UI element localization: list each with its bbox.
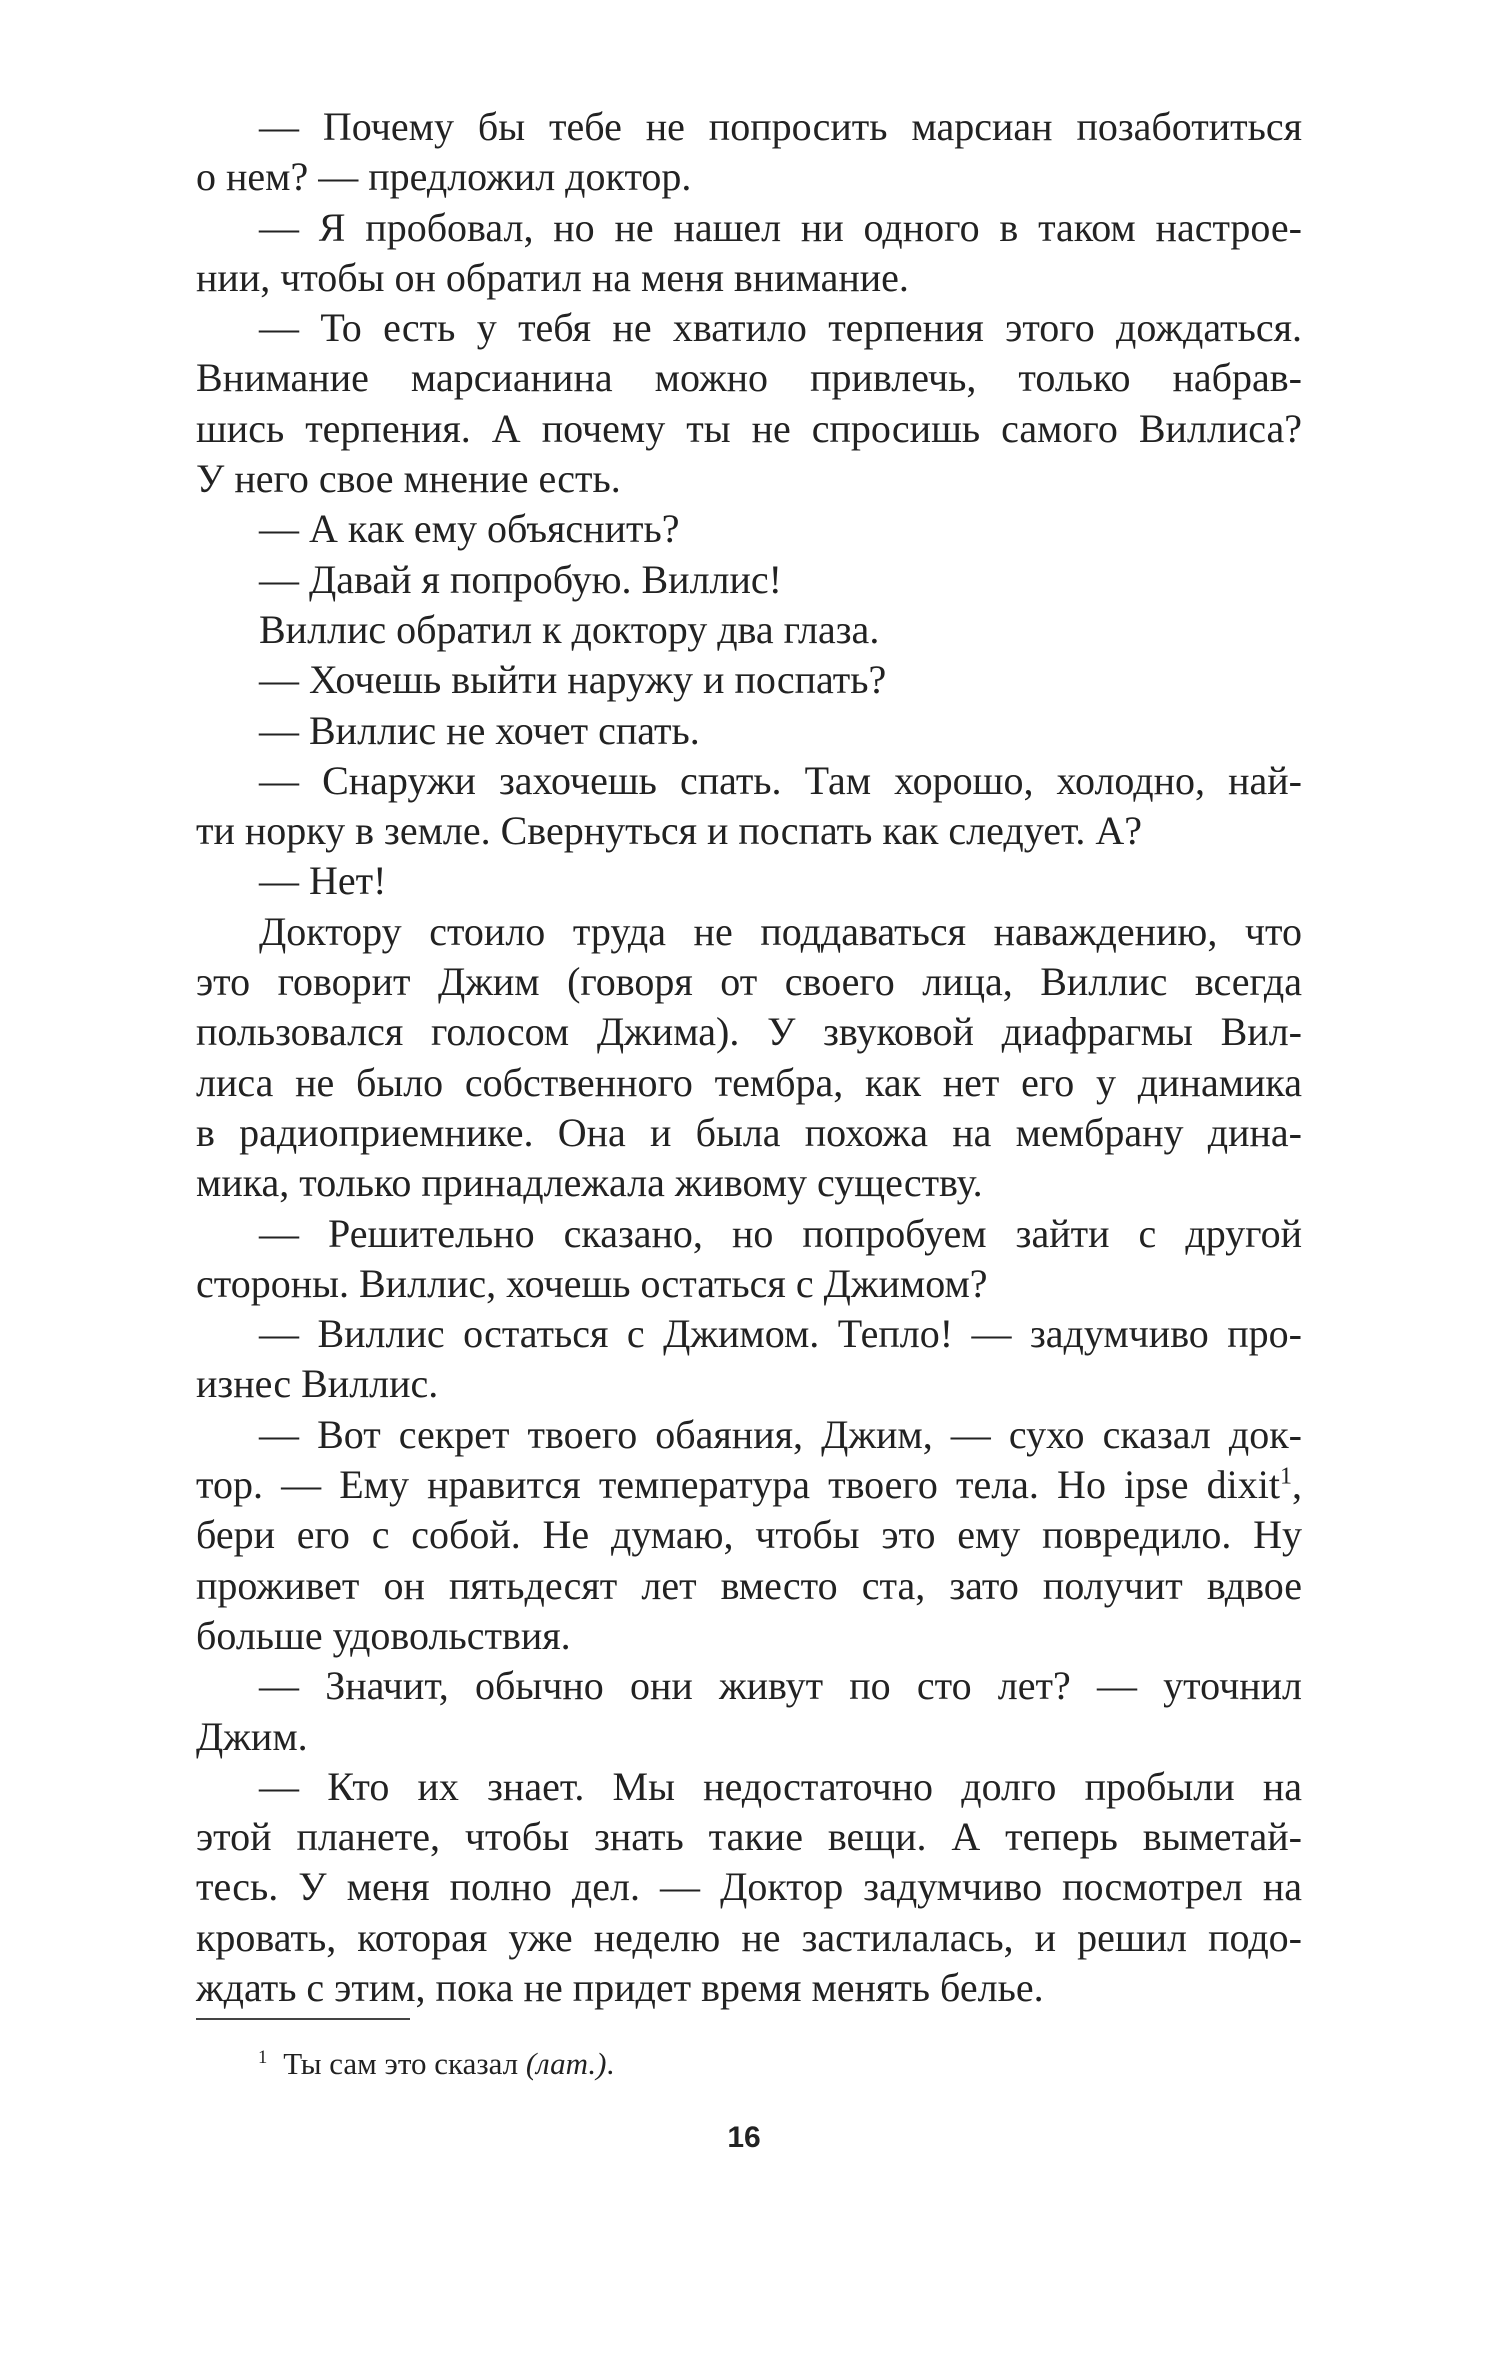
text-line [196,203,1302,253]
text-line [196,1762,1302,1812]
line-text: — То есть у тебя не хватило терпения этого дождаться. [259,305,1302,351]
text-line [196,454,1302,504]
footnote-marker: 1 [258,2046,268,2068]
line-text: — Кто их знает. Мы недостаточно долго пробыли на [259,1763,1302,1809]
text-line [196,1108,1302,1158]
line-text: Виллис обратил к доктору два глаза. [259,606,880,652]
footnote-reference: 1 [1280,1463,1292,1490]
text-line [196,605,1302,655]
text-line [196,1359,1302,1409]
line-text: Доктору стоило труда не поддаваться наваждению, что [259,908,1302,954]
line-text: — Решительно сказано, но попробуем зайти с другой [259,1210,1302,1256]
line-text: ждать с этим, пока не придет время менять белье. [196,1964,1044,2010]
line-text: — Виллис не хочет спать. [259,707,700,753]
text-line [196,1712,1302,1762]
line-text: ти норку в земле. Свернуться и поспать как следует. А? [196,808,1143,854]
text-line [196,655,1302,705]
line-text: изнес Виллис. [196,1361,439,1407]
line-text: — Нет! [259,858,387,904]
text-line [196,907,1302,957]
footnote-text: Ты сам это сказал [283,2046,526,2081]
line-text: проживет он пятьдесят лет вместо ста, зато получит вдвое [196,1562,1302,1608]
line-tail: , [1292,1462,1302,1508]
text-line [196,806,1302,856]
text-line [196,1561,1302,1611]
line-text: шись терпения. А почему ты не спросишь самого Виллиса? [196,405,1302,451]
text-line [196,102,1302,152]
line-text: этой планете, чтобы знать такие вещи. А теперь выметай- [196,1814,1302,1860]
line-text: Джим. [196,1713,308,1759]
text-line [196,756,1302,806]
line-text: тесь. У меня полно дел. — Доктор задумчиво посмотрел на [196,1864,1302,1910]
line-text: — Почему бы тебе не попросить марсиан позаботиться [259,104,1302,149]
text-line [196,1007,1302,1057]
page-number: 16 [727,2121,761,2154]
text-line [196,555,1302,605]
line-text: тор. — Ему нравится температура твоего тела. Но ipse dixit [196,1462,1280,1508]
text-line [196,1510,1302,1560]
line-text: больше удовольствия. [196,1612,571,1658]
line-text: о нем? — предложил доктор. [196,154,692,200]
line-text: — Я пробовал, но не нашел ни одного в таком настрое- [259,204,1302,250]
text-line [196,1913,1302,1963]
text-line [196,303,1302,353]
text-line [196,504,1302,554]
line-text: — Снаружи захочешь спать. Там хорошо, холодно, най- [259,757,1302,803]
footnote-separator [196,2018,410,2020]
text-line [196,1158,1302,1208]
line-text: в радиоприемнике. Она и была похожа на мембрану дина- [196,1109,1302,1155]
text-line [196,1661,1302,1711]
line-text: кровать, которая уже неделю не застилалась, и решил подо- [196,1914,1302,1960]
text-line [196,1058,1302,1108]
line-text: мика, только принадлежала живому существу. [196,1160,983,1206]
text-line [196,1309,1302,1359]
line-text: это говорит Джим (говоря от своего лица, Виллис всегда [196,959,1302,1005]
line-text: стороны. Виллис, хочешь остаться с Джимом? [196,1260,988,1306]
text-line [196,1209,1302,1259]
text-line [196,152,1302,202]
line-text: — Давай я попробую. Виллис! [259,556,782,602]
text-line [196,404,1302,454]
line-text: — Виллис остаться с Джимом. Тепло! — задумчиво про- [259,1311,1302,1357]
text-line [196,1259,1302,1309]
line-text: — А как ему объяснить? [259,506,680,552]
body-text [196,102,1302,2013]
text-line [196,856,1302,906]
footnote [258,2044,614,2084]
text-line [196,957,1302,1007]
text-line [196,1611,1302,1661]
line-text: — Хочешь выйти наружу и поспать? [259,657,887,703]
text-line [196,1812,1302,1862]
text-line [196,1410,1302,1460]
text-line [196,253,1302,303]
line-text: — Значит, обычно они живут по сто лет? — уточнил [259,1663,1302,1709]
line-text: — Вот секрет твоего обаяния, Джим, — сухо сказал док- [259,1411,1302,1457]
line-text: пользовался голосом Джима). У звуковой диафрагмы Вил- [196,1009,1302,1055]
text-line [196,353,1302,403]
line-text: лиса не было собственного тембра, как нет его у динамика [196,1059,1302,1105]
line-text: нии, чтобы он обратил на меня внимание. [196,254,909,300]
text-line [196,706,1302,756]
text-line [196,1460,1302,1510]
text-line [196,1862,1302,1912]
footnote-end: . [606,2046,615,2081]
text-line [196,1963,1302,2013]
line-text: У него свое мнение есть. [196,456,621,502]
line-text: Внимание марсианина можно привлечь, только набрав- [196,355,1302,401]
line-text: бери его с собой. Не думаю, чтобы это ему повредило. Ну [196,1512,1302,1558]
footnote-language: (лат.) [525,2046,607,2081]
